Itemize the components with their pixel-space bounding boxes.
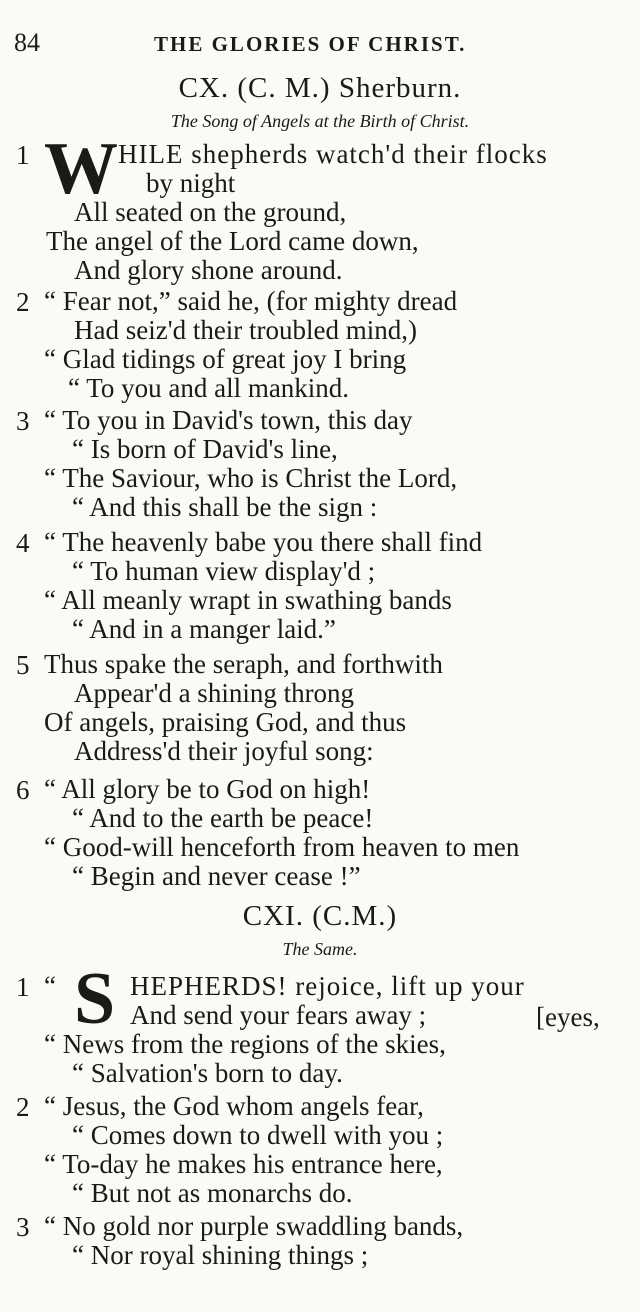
verse-number: 2 xyxy=(16,287,30,317)
verse-line: “ No gold nor purple swaddling bands, xyxy=(44,1211,464,1241)
verse-line: Address'd their joyful song: xyxy=(74,736,374,766)
verse-line: Had seiz'd their troubled mind,) xyxy=(74,315,418,345)
verse-line: “ Glad tidings of great joy I bring xyxy=(44,344,407,374)
hymn-cxi-heading: CXI. (C.M.) xyxy=(242,900,398,932)
verse-line: HEPHERDS! rejoice, lift up your xyxy=(130,971,525,1001)
verse-line: The angel of the Lord came down, xyxy=(46,226,419,256)
verse-line: All seated on the ground, xyxy=(74,197,347,227)
verse-number: 3 xyxy=(16,406,30,436)
hymn-cx-header xyxy=(0,72,640,132)
verse-line: “ To-day he makes his entrance here, xyxy=(44,1149,443,1179)
verse-line: And send your fears away ; xyxy=(130,1000,427,1030)
verse-line: “ Is born of David's line, xyxy=(72,434,338,464)
verse-line: “ But not as monarchs do. xyxy=(72,1178,353,1208)
verse-line: “ To you and all mankind. xyxy=(68,373,350,403)
verse-line: Of angels, praising God, and thus xyxy=(44,707,407,737)
drop-cap: S xyxy=(74,958,114,1040)
verse-number: 1 xyxy=(16,972,30,1002)
verse-line: “ xyxy=(44,971,56,1001)
verse-line: “ Fear not,” said he, (for mighty dread xyxy=(44,286,458,316)
running-head xyxy=(14,28,630,62)
running-title: THE GLORIES OF CHRIST. xyxy=(154,32,467,56)
verse-line: “ The heavenly babe you there shall find xyxy=(44,527,483,557)
verse-line: “ Salvation's born to day. xyxy=(72,1058,343,1088)
hymn-cxi-header xyxy=(0,900,640,960)
verse-line: And glory shone around. xyxy=(74,255,343,285)
verse-line: Appear'd a shining throng xyxy=(74,678,355,708)
verse-number: 4 xyxy=(16,528,30,558)
verse-line: “ Jesus, the God whom angels fear, xyxy=(44,1091,424,1121)
verse-number: 2 xyxy=(16,1092,30,1122)
verse-line: “ To you in David's town, this day xyxy=(44,405,413,435)
hymn-cx-heading: CX. (C. M.) Sherburn. xyxy=(178,72,462,104)
verse-line: “ The Saviour, who is Christ the Lord, xyxy=(44,463,458,493)
page-number: 84 xyxy=(14,28,40,57)
verse-number: 3 xyxy=(16,1212,30,1242)
drop-cap: W xyxy=(44,128,116,210)
verse-line: “ All glory be to God on high! xyxy=(44,774,371,804)
verse-number: 1 xyxy=(16,140,30,170)
verse-line: “ And in a manger laid.” xyxy=(72,614,336,644)
verse-line: “ And to the earth be peace! xyxy=(72,803,374,833)
verse-line: “ All meanly wrapt in swathing bands xyxy=(44,585,452,615)
verse-line: “ News from the regions of the skies, xyxy=(44,1029,446,1059)
verse-number: 5 xyxy=(16,650,30,680)
verse-line: HILE shepherds watch'd their flocks xyxy=(118,139,548,169)
verse-line: “ To human view display'd ; xyxy=(72,556,376,586)
verse-line: Thus spake the seraph, and forthwith xyxy=(44,649,443,679)
verse-number: 6 xyxy=(16,775,30,805)
verse-line: “ And this shall be the sign : xyxy=(72,492,378,522)
hymn-cxi-subtitle: The Same. xyxy=(282,939,358,959)
verse-line: by night xyxy=(146,168,236,198)
hymn-cx-subtitle: The Song of Angels at the Birth of Christ. xyxy=(170,111,470,131)
verse-line: “ Comes down to dwell with you ; xyxy=(72,1120,444,1150)
verse-line: [eyes, xyxy=(536,1002,600,1032)
verse-line: “ Nor royal shining things ; xyxy=(72,1240,369,1270)
verse-line: “ Begin and never cease !” xyxy=(72,861,361,891)
verse-line: “ Good-will henceforth from heaven to men xyxy=(44,832,520,862)
